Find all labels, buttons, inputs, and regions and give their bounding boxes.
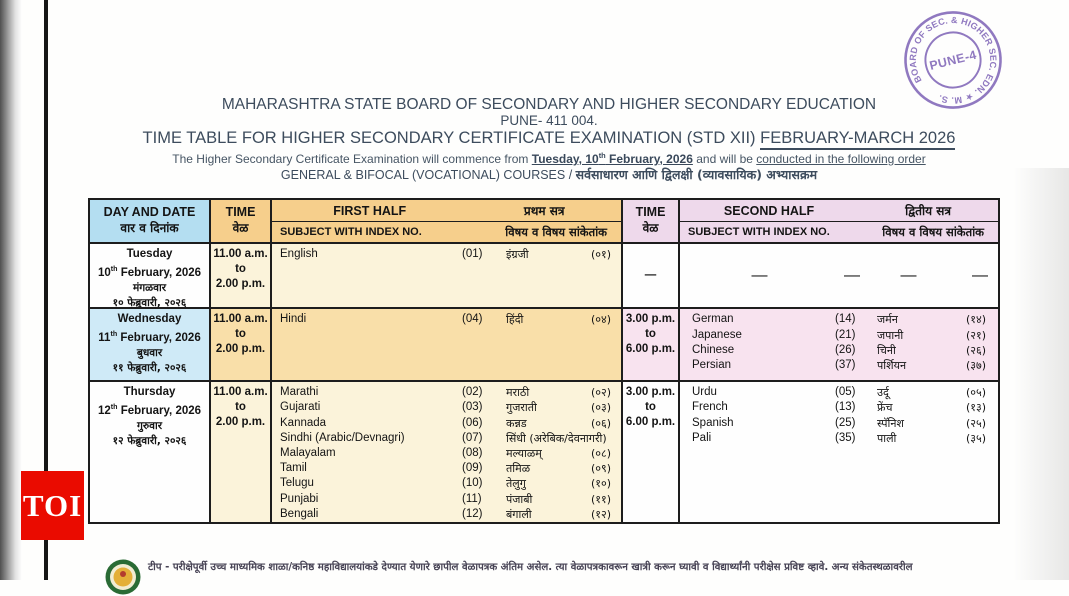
table-header-row — [90, 200, 998, 242]
header-first-half — [270, 200, 621, 242]
header-time-second — [621, 200, 678, 242]
subject-line: Pali (35) पाली (३५) — [692, 431, 986, 445]
subject-line: Urdu (05) उर्दू (०५) — [692, 386, 986, 400]
subject-line: Malayalam (08) मल्याळम् (०८) — [280, 446, 611, 460]
commencement-pre: The Higher Secondary Certificate Examination will commence from — [172, 152, 532, 166]
header-time-first-en: TIME — [225, 205, 256, 220]
subject-line: Kannada (06) कन्नड (०६) — [280, 416, 611, 430]
header-time-first — [209, 200, 270, 242]
header-first-half-mr: प्रथम सत्र — [523, 204, 565, 218]
day-name: Thursday — [123, 386, 176, 399]
subject-line: Persian (37) पर्शियन (३७) — [692, 358, 986, 372]
day-name-mr: गुरुवार — [136, 420, 163, 432]
time-cell-first: 11.00 a.m. to 2.00 p.m. — [209, 244, 270, 307]
table-row-tuesday — [90, 242, 998, 310]
timetable-title — [90, 128, 1008, 148]
subject-line: Punjabi (11) पंजाबी (११) — [280, 492, 611, 506]
date-line: 10th February, 2026 — [97, 265, 202, 280]
first-half-subjects — [270, 309, 621, 380]
date-line-mr: १० फेब्रुवारी, २०२६ — [112, 297, 187, 310]
header-time-second-mr: वेळ — [642, 221, 659, 236]
commencement-line — [90, 148, 1008, 167]
toi-logo — [21, 471, 84, 540]
subject-line: Sindhi (Arabic/Devnagri) (07) सिंधी (अरेबिक/देवनागरी) — [280, 431, 607, 445]
courses-line-en: GENERAL & BIFOCAL (VOCATIONAL) COURSES / — [280, 168, 576, 182]
date-line-mr: ११ फेब्रुवारी, २०२६ — [112, 362, 187, 375]
footer-note — [88, 552, 1018, 580]
subject-line: French (13) फ्रेंच (१३) — [692, 401, 986, 415]
day-name-mr: बुधवार — [136, 347, 163, 360]
first-half-subjects — [270, 244, 621, 307]
subject-line: Hindi (04) हिंदी (०४) — [280, 313, 611, 327]
first-half-subjects — [270, 382, 621, 522]
day-cell-thursday — [90, 382, 209, 522]
header-day-en: DAY AND DATE — [103, 205, 196, 220]
header-subject2-mr: विषय व विषय सांकेतांक — [882, 224, 984, 239]
day-name: Wednesday — [117, 313, 182, 326]
timetable-title-main: TIME TABLE FOR HIGHER SECONDARY CERTIFICATE EXAMINATION (STD XII) — [142, 129, 761, 147]
header-day-mr: वार व दिनांक — [120, 221, 179, 236]
board-address: PUNE- 411 004. — [500, 113, 598, 128]
day-cell-wednesday — [90, 309, 209, 380]
header-second-half-en: SECOND HALF — [723, 203, 815, 218]
courses-line-mr: सर्वसाधारण आणि द्विलक्षी (व्यावसायिक) अभ्यासक्रम — [575, 167, 818, 182]
header-second-half-mr: द्वितीय सत्र — [905, 204, 951, 218]
subject-line: Spanish (25) स्पॅनिश (२५) — [692, 416, 986, 430]
courses-line — [90, 167, 1008, 183]
second-half-subjects — [678, 382, 998, 522]
subject-line: English (01) इंग्रजी (०१) — [280, 248, 611, 262]
date-line: 12th February, 2026 — [97, 403, 202, 417]
date-line-mr: १२ फेब्रुवारी, २०२६ — [112, 435, 187, 447]
subject-line: Chinese (26) चिनी (२६) — [692, 343, 986, 357]
scan-edge-shadow — [0, 0, 22, 580]
stamp-ring-text: BOARD OF SEC. & HIGHER SEC. EDN. ★ M. S. — [907, 14, 999, 106]
board-name-title: MAHARASHTRA STATE BOARD OF SECONDARY AND HIGHER SECONDARY EDUCATION — [221, 96, 877, 113]
subject-line: Tamil (09) तमिळ (०९) — [280, 462, 611, 476]
dash-row: — — — — — [751, 266, 988, 284]
header-first-half-en: FIRST HALF — [333, 203, 407, 218]
subject-line: Gujarati (03) गुजराती (०३) — [280, 401, 611, 415]
date-line: 11th February, 2026 — [98, 330, 201, 345]
day-name: Tuesday — [126, 248, 173, 261]
time-cell-second-empty — [621, 244, 678, 307]
header-time-first-mr: वेळ — [232, 221, 249, 236]
document-header — [90, 96, 1008, 183]
day-name-mr: मंगळवार — [132, 282, 167, 295]
stamp-center-text: PUNE-4 — [928, 47, 979, 73]
subject-line: Marathi (02) मराठी (०२) — [280, 386, 611, 400]
board-emblem-logo — [104, 558, 142, 596]
time-cell-first: 11.00 a.m. to 2.00 p.m. — [209, 382, 270, 522]
header-time-second-en: TIME — [635, 205, 666, 220]
day-cell-tuesday — [90, 244, 209, 310]
subject-line: Bengali (12) बंगाली (१२) — [280, 507, 611, 521]
header-second-half — [678, 200, 998, 242]
scan-right-shade — [1013, 168, 1069, 580]
commencement-date: Tuesday, 10th February, 2026 — [531, 151, 693, 166]
header-subject2-en: SUBJECT WITH INDEX NO. — [688, 226, 830, 239]
table-row-thursday — [90, 380, 998, 522]
header-subject-en: SUBJECT WITH INDEX NO. — [280, 226, 422, 239]
toi-logo-text: TOI — [22, 487, 83, 523]
exam-timetable — [88, 198, 1000, 524]
footer-note-text: टीप - परीक्षेपूर्वी उच्च माध्यमिक शाळा/कनिष्ठ महाविद्यालयांकडे देण्यात येणारे छापील वेळापत्रक अंतिम असेल. त्या वेळापत्रकावरून खात्री करून घ्यावी व विद्यार्थ्यांनी परीक्षेस प्रविष्ट व्हावे. अन्य संकेतस्थळावरील — [148, 562, 913, 573]
commencement-mid: and will be — [692, 152, 757, 166]
second-half-empty — [678, 244, 998, 307]
time-cell-second: 3.00 p.m. to 6.00 p.m. — [621, 382, 678, 522]
timetable-title-period: FEBRUARY-MARCH 2026 — [760, 129, 955, 150]
empty-dash: — — [644, 269, 657, 282]
subject-line: Japanese (21) जपानी (२१) — [692, 328, 986, 342]
time-cell-first: 11.00 a.m. to 2.00 p.m. — [209, 309, 270, 380]
header-day-and-date — [90, 200, 209, 242]
second-half-subjects — [678, 309, 998, 380]
header-subject-mr: विषय व विषय सांकेतांक — [505, 224, 607, 239]
subject-line: German (14) जर्मन (१४) — [692, 313, 986, 327]
subject-line: Telugu (10) तेलुगु (१०) — [280, 477, 611, 491]
time-cell-second: 3.00 p.m. to 6.00 p.m. — [621, 309, 678, 380]
table-row-wednesday — [90, 307, 998, 380]
commencement-tail: conducted in the following order — [756, 152, 926, 166]
